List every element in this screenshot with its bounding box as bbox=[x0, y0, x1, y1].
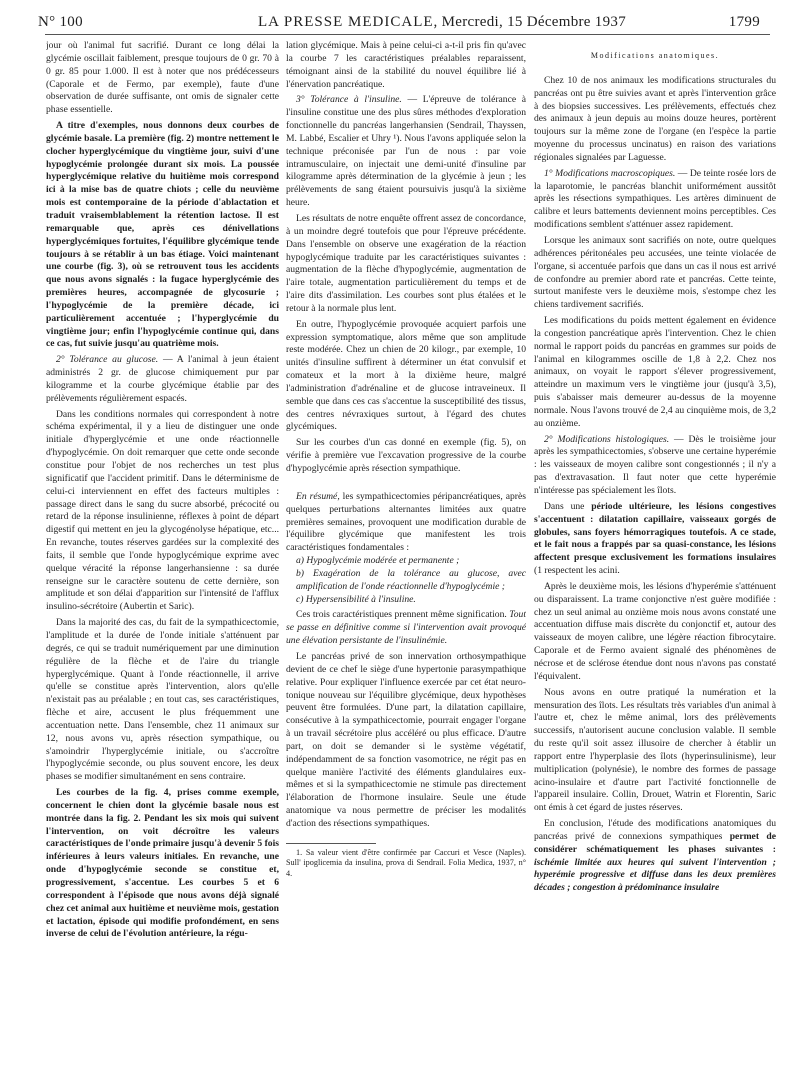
paragraph-text: Ces trois caractéristiques prennent même signification. bbox=[296, 609, 510, 621]
footnote-text: 1. Sa valeur vient d'être confirmée par Caccuri et Vesce (Naples). Sull' ipoglicemia da insulina, prova di Sendrail. Folia Medica, 1937, n° 4. bbox=[286, 847, 526, 878]
paragraph: En outre, l'hypoglycémie provoquée acquiert parfois une expression symptomatique, alors même que son amplitude reste modérée. Chez un chien de 20 kilogr., par exemple, 10 unités d'insuline suffirent à déterminer un état convulsif et comateux et la mort à la dixième heure, malgré l'administration d'adrénaline et de glucose intraveineux. Il semble que dans ces cas s'accentue la susceptibilité des tissus, des centres névraxiques surtout, à l'égard des chutes glycémiques. bbox=[286, 318, 526, 433]
journal-name: LA PRESSE MEDICALE bbox=[258, 14, 434, 30]
paragraph: Les résultats de notre enquête offrent assez de concordance, à un moindre degré toutefois que pour l'épreuve précédente. Dans l'ensemble on observe une exagération de la réaction hypoglycémique traduite par les caractéristiques suivantes : augmentation de la flèche d'hypoglycémie, augmentation de l'aire totale, augmentation particulièrement du temps et de l'aire dits d'assimilation. Les courbes sont plus étalées et le retour à la normale plus lent. bbox=[286, 212, 526, 314]
paragraph-text: En conclusion, l'étude des modifications anatomiques du pancréas privé de connexions sympathiques bbox=[534, 818, 776, 842]
section-title: Modifications anatomiques. bbox=[590, 51, 720, 60]
list-item: c) Hypersensibilité à l'insuline. bbox=[296, 593, 416, 605]
issue-number: N° 100 bbox=[38, 14, 83, 30]
paragraph-text: les sympathicectomies péripancréatiques, après quelques perturbations alternantes limitées aux quatre premières semaines, provoquent une modification durable de l'équilibre glycémique que manifestent les trois caractéristiques fondamentales : bbox=[286, 490, 526, 554]
paragraph bbox=[534, 434, 776, 498]
header-rule bbox=[45, 34, 770, 35]
paragraph-text: — A l'animal à jeun étaient administrés 2 gr. de glucose chimiquement pur par kilogramme et la courbe glycémique établie par des prélèvements régulièrement espacés. bbox=[46, 354, 279, 404]
column-left bbox=[46, 40, 279, 1070]
paragraph bbox=[46, 354, 279, 405]
emphasis-text: ischémie limitée aux heures qui suivent l'intervention ; hyperémie progressive et diffuse dans les deux premières décades ; congestion à prédominance insulaire bbox=[534, 856, 776, 894]
paragraph: Les modifications du poids mettent également en évidence la congestion pancréatique après l'intervention. Chez le chien normal le rapport poids du pancréas en grammes sur poids de l'animal en kilogrammes oscille de 1,8 à 2,2. Chez nos animaux, on voyait le rapport s'élever progressivement, atteindre un maximum vers le vingtième jour (jusqu'à 3,5), puis s'abaisser mais demeurer au-dessus de la moyenne normale. Nous l'avons trouvé de 2,4 au cinquième mois, de 3,2 au onzième. bbox=[534, 315, 776, 429]
paragraph: Les courbes de la fig. 4, prises comme exemple, concernent le chien dont la glycémie basale nous est montrée dans la fig. 2. Pendant les six mois qui suivent l'intervention, on voit décroître les valeurs caractéristiques de l'onde primaire jusqu'à devenir 5 fois inférieures à leurs valeurs initiales. En revanche, une onde d'hypoglycémie seconde se constitue et, progressivement, s'accentue. Les courbes 5 et 6 correspondent à l'épisode que nous avons déjà signalé chez cet animal aux huitième et neuvième mois, gestation et lactation, épisode qui modifie profondément, en sens inverse de celui de l'évolution antérieure, la régu- bbox=[46, 787, 279, 940]
subheading: 1° Modifications macroscopiques. bbox=[544, 167, 676, 179]
footnote bbox=[286, 848, 526, 880]
summary-list bbox=[286, 555, 526, 606]
list-item: b) Exagération de la tolérance au glucose, avec amplification de l'onde réactionnelle d'hypoglycémie ; bbox=[296, 567, 526, 592]
emphasis-text: Tout se passe en définitive comme si l'intervention avait provoqué une élévation persistante de l'insulinémie. bbox=[286, 609, 526, 647]
paragraph bbox=[534, 168, 776, 232]
page-number: 1799 bbox=[728, 14, 760, 30]
paragraph-text: — L'épreuve de tolérance à l'insuline constitue une des plus sûres méthodes d'exploration fonctionnelle du pancréas langerhansien (Sendrail, Thayssen, M. Labbé, Escalier et Uhry ¹). Nous l'avons appliquée selon la technique préconisée par l'un de nous : par voie intramusculaire, on injectait une demi-unité d'insuline par kilogramme après détermination de la glycémie à jeun ; les prélèvements de sang étaient poursuivis jusqu'à la sixième heure. bbox=[286, 94, 526, 209]
paragraph: Dans les conditions normales qui correspondent à notre schéma expérimental, il y a lieu de distinguer une onde initiale d'hyperglycémie et une onde réactionnelle d'hypoglycémie. On doit remarquer que cette onde seconde constitue pour l'objet de nos recherches un test plus significatif que l'accident primitif. Dans le déterminisme de celui-ci interviennent en effet des facteurs multiples : passage direct dans le sang du sucre absorbé, précocité ou retard de la réponse insulinienne, réflexes à point de départ digestif qui mettent en jeu la glycogénolyse hépatique, etc... En revanche, toutes réserves gardées sur la complexité des faits, il semble que l'onde hypoglycémique exprime avec quelque véracité la réponse langerhansienne : sa durée renseigne sur le caractère soutenu de cette dernière, son amplitude et son délai d'apparition sur l'intensité de l'afflux insulino-sécrétoire (Aubertin et Saric). bbox=[46, 408, 279, 613]
paragraph-text: (1 respectent les acini. bbox=[534, 565, 620, 577]
paragraph: Après le deuxième mois, les lésions d'hyperémie s'atténuent ou disparaissent. La trame conjonctive n'est guère modifiée : chez un seul animal au onzième mois nous avons constaté une accentuation diffuse mais discrète du conjonctif et, autour des vaisseaux de moyen calibre, une légère réaction fibrocytaire. Caporale et de Fermo avaient signalé des phénomènes de nécrose et de sclérose étendue dont nous n'avons pas constaté l'équivalent. bbox=[534, 580, 776, 682]
column-middle bbox=[286, 40, 526, 1070]
column-right bbox=[534, 40, 776, 1070]
paragraph-text: — De teinte rosée lors de la laparotomie, le pancréas blanchit uniformément aussitôt après les résections sympathiques. Les artères diminuent de calibre et leurs battements deviennent moins perceptibles. Ces modifications semblent s'atténuer assez rapidement. bbox=[534, 167, 776, 231]
bold-text: période ultérieure, les lésions congestives s'accentuent : dilatation capillaire, vaisseaux gorgés de globules, sans foyers hémorragiques toutefois. A ce stade, et le fait nous a frappés par sa quasi-constance, les lésions affectent presque exclusivement les formations insulaires bbox=[534, 500, 776, 564]
paragraph-text: — Dès le troisième jour après les sympathicectomies, s'observe une certaine hyperémie : les vaisseaux de moyen calibre sont congestionnés ; il n'y a pas d'extravasation. Il faut noter que cette hyperémie n'intéresse pas spécialement les îlots. bbox=[534, 433, 776, 496]
paragraph: Le pancréas privé de son innervation orthosympathique devient de ce chef le siège d'une hypertonie parasympathique relative. Pour expliquer l'influence exercée par cet état neuro-tonique nouveau sur l'équilibre glycémique, deux hypothèses peuvent être formulées. D'une part, la dilatation capillaire, consécutive à la sympathicectomie, pourrait engager l'organe à un travail sécrétoire plus accéléré ou plus efficace. D'autre part, on doit se demander si le système végétatif, indépendamment de sa fonction vasomotrice, ne régit pas en quelque manière l'activité des éléments glandulaires eux-mêmes et si la sympathicectomie ne stimule pas directement l'élaboration de l'hormone insulaire. Seule une étude anatomique va nous permettre de préciser les modalités d'action des résections sympathiques. bbox=[286, 650, 526, 829]
paragraph bbox=[286, 491, 526, 555]
spacer bbox=[286, 476, 526, 488]
page-header bbox=[28, 12, 772, 34]
paragraph-text: Dans une bbox=[544, 500, 592, 512]
paragraph bbox=[286, 94, 526, 210]
list-item: a) Hypoglycémie modérée et permanente ; bbox=[296, 555, 460, 567]
paragraph: jour où l'animal fut sacrifié. Durant ce long délai la glycémie oscillait faiblement, presque toujours de 0 gr. 70 à 0 gr. 85 pour 1.000. Il est à noter que nos prédécesseurs (Caporale et de Fermo, par exemple), faute d'une observation de durée suffisante, ont omis de signaler cette phase essentielle. bbox=[46, 40, 279, 116]
paragraph: Chez 10 de nos animaux les modifications structurales du pancréas ont pu être suivies avant et après l'intervention grâce à des biopsies successives. Les prélèvements, effectués chez des animaux à jeun depuis au moins douze heures, portèrent toujours sur la même zone de l'organe (en l'espèce la partie moyenne du processus uncinatus) en raison des variations régionales signalées par Laguesse. bbox=[534, 74, 776, 163]
bold-text: permet de considérer schématiquement les phases suivantes : bbox=[534, 830, 776, 855]
paragraph: A titre d'exemples, nous donnons deux courbes de glycémie basale. La première (fig. 2) montre nettement le clocher hyperglycémique du vingtième jour, suivi d'une hypoglycémie prolongée durant six mois. La poussée hyperglycémique relative du huitième mois correspond ici à la mise bas de quatre chiots ; celle du neuvième mois est contemporaine de la période d'ablactation et traduit vraisemblablement la rétention lactose. Il est remarquable que, après ces dénivellations hyperglycémiques fortuites, l'équilibre glycémique tende toujours à se rétablir à un bas étiage. Voici maintenant une courbe (fig. 3), où se retrouvent tous les accidents que nous avons signalés : la fugace hyperglycémie des premières heures, accompagnée de glycosurie ; l'hypoglycémie de la première décade, ici particulièrement accentuée ; l'hyperglycémie du vingtième jour; enfin l'hypoglycémie continue qui, dans ce cas, fut suivie jusqu'au quatrième mois. bbox=[46, 120, 279, 350]
footnote-rule bbox=[286, 843, 376, 844]
paragraph: Lorsque les animaux sont sacrifiés on note, outre quelques adhérences péritonéales peu accusées, une teinte violacée de l'organe, si accentuée parfois que dans un cas il nous est arrivé de confondre au premier abord rate et pancréas. Cette teinte, surtout manifeste vers le deuxième mois, s'estompe chez les chiens tardivement sacrifiés. bbox=[534, 234, 776, 311]
paragraph: Dans la majorité des cas, du fait de la sympathicectomie, l'amplitude et la durée de l'onde initiale s'atténuent par degrés, ce qui se traduit numériquement par une diminution régulière de la flèche et de l'aire du triangle hyperglycémique. Quant à l'onde réactionnelle, il arrive qu'elle se constitue après l'intervention, alors qu'elle n'existait pas au préalable ; en tout cas, ses caractéristiques, flèche et aire, accusent le plus fréquemment une accentuation nette. Dans l'ensemble, chez 11 animaux sur 12, nous avons vu, après résection sympathique, ou s'amoindrir l'hyperglycémie initiale, ou s'accroître l'hypoglycémie seconde, ou plus souvent encore, les deux phases se modifier simultanément en sens contraire. bbox=[46, 617, 279, 783]
subheading: 3° Tolérance à l'insuline. bbox=[296, 94, 402, 106]
running-title bbox=[258, 14, 626, 31]
subheading: 2° Modifications histologiques. bbox=[544, 433, 670, 445]
paragraph: lation glycémique. Mais à peine celui-ci a-t-il pris fin qu'avec la courbe 7 les caractéristiques préalables reparaissent, témoignant ainsi de la stabilité du nouvel équilibre lié à l'énervation pancréatique. bbox=[286, 40, 526, 90]
paragraph: Sur les courbes d'un cas donné en exemple (fig. 5), on vérifie à première vue l'excavation progressive de la courbe d'hypoglycémie après résection sympathique. bbox=[286, 437, 526, 474]
paragraph bbox=[534, 818, 776, 895]
subheading: 2° Tolérance au glucose. bbox=[56, 354, 159, 366]
summary-lead: En résumé, bbox=[296, 490, 340, 502]
paragraph bbox=[534, 501, 776, 578]
issue-date: , Mercredi, 15 Décembre 1937 bbox=[433, 14, 627, 30]
paragraph bbox=[286, 609, 526, 648]
paragraph: Nous avons en outre pratiqué la numération et la mensuration des îlots. Les résultats très variables d'un animal à l'autre et, chez le même animal, lors des prélèvements successifs, n'autorisent aucune conclusion valable. Il semble du reste qu'il soit assez illusoire de chercher à établir un rapport entre l'hyperplasie des îlots (hyperinsulinisme), leur multiplication (polynésie), le nombre des formes de passage acino-insulaire et d'autre part l'activité fonctionnelle de l'appareil insulaire. Collin, Drouet, Watrin et Florentin, Saric ont émis à cet égard de justes réserves. bbox=[534, 686, 776, 814]
